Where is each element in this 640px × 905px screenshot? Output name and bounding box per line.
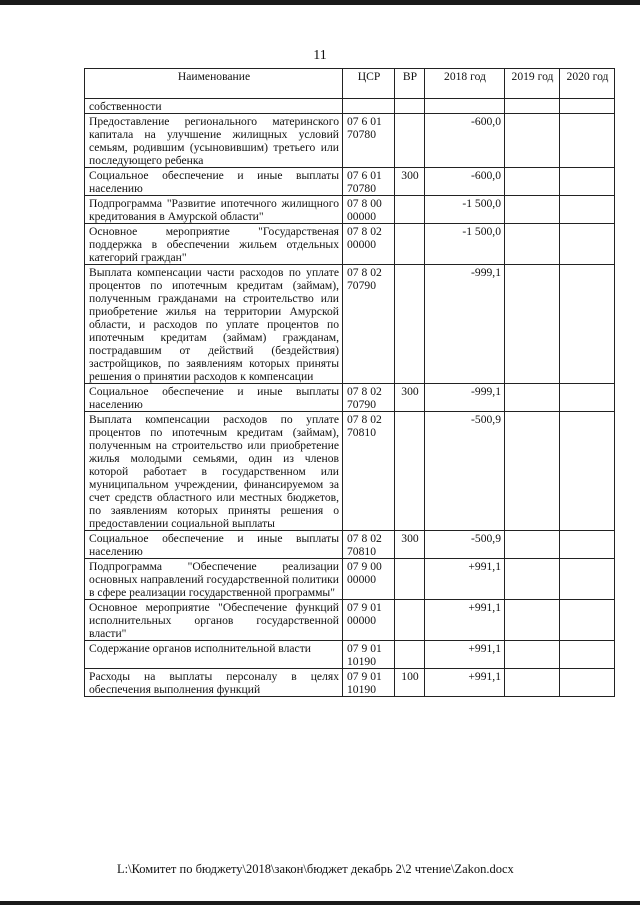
csr-cell: 07 8 02 00000 [343, 224, 395, 265]
amount-2018-cell: -600,0 [425, 114, 505, 168]
table-header-row [85, 69, 615, 99]
table-body [85, 99, 615, 697]
amount-2018-cell: +991,1 [425, 559, 505, 600]
table-row [85, 196, 615, 224]
amount-2020-cell [560, 114, 615, 168]
amount-2018-cell: -500,9 [425, 412, 505, 531]
table-row [85, 384, 615, 412]
table-row [85, 641, 615, 669]
amount-2020-cell [560, 196, 615, 224]
amount-2018-cell [425, 99, 505, 114]
vr-cell [395, 196, 425, 224]
name-cell: Расходы на выплаты персоналу в целях обеспечения выполнения функций [85, 669, 343, 697]
table-row [85, 531, 615, 559]
table-row [85, 168, 615, 196]
amount-2019-cell [505, 600, 560, 641]
amount-2018-cell: -600,0 [425, 168, 505, 196]
amount-2018-cell: -1 500,0 [425, 224, 505, 265]
amount-2019-cell [505, 412, 560, 531]
name-cell: собственности [85, 99, 343, 114]
amount-2020-cell [560, 669, 615, 697]
table-row [85, 114, 615, 168]
amount-2019-cell [505, 531, 560, 559]
name-cell: Социальное обеспечение и иные выплаты населению [85, 168, 343, 196]
name-cell: Подпрограмма "Развитие ипотечного жилищного кредитования в Амурской области" [85, 196, 343, 224]
csr-cell: 07 8 02 70790 [343, 384, 395, 412]
scan-top-edge [0, 0, 640, 5]
amount-2019-cell [505, 196, 560, 224]
vr-cell [395, 641, 425, 669]
table-row [85, 669, 615, 697]
table-row [85, 600, 615, 641]
vr-cell [395, 600, 425, 641]
header-2018: 2018 год [425, 69, 505, 99]
amount-2019-cell [505, 384, 560, 412]
vr-cell [395, 114, 425, 168]
amount-2019-cell [505, 168, 560, 196]
amount-2020-cell [560, 168, 615, 196]
amount-2019-cell [505, 224, 560, 265]
vr-cell [395, 412, 425, 531]
table-row [85, 559, 615, 600]
vr-cell: 300 [395, 168, 425, 196]
table-row [85, 99, 615, 114]
amount-2019-cell [505, 559, 560, 600]
amount-2020-cell [560, 99, 615, 114]
name-cell: Выплата компенсации расходов по уплате процентов по ипотечным кредитам (займам), полученным на строительство или приобретение жилья молодыми семьями, один из членов которой работает в государственном или муниципальном учреждении, финансируемом за счет средств областного или местных бюджетов, по заявлениям которых приняты решения о предоставлении социальной выплаты [85, 412, 343, 531]
amount-2020-cell [560, 265, 615, 384]
amount-2020-cell [560, 384, 615, 412]
name-cell: Основное мероприятие "Обеспечение функций исполнительных органов государственной власти" [85, 600, 343, 641]
amount-2018-cell: -1 500,0 [425, 196, 505, 224]
page-number: 11 [313, 48, 327, 63]
table-row [85, 224, 615, 265]
header-2019: 2019 год [505, 69, 560, 99]
csr-cell: 07 8 00 00000 [343, 196, 395, 224]
amount-2020-cell [560, 531, 615, 559]
header-csr: ЦСР [343, 69, 395, 99]
name-cell: Социальное обеспечение и иные выплаты населению [85, 384, 343, 412]
budget-table [84, 68, 615, 697]
csr-cell: 07 6 01 70780 [343, 114, 395, 168]
csr-cell: 07 8 02 70810 [343, 412, 395, 531]
name-cell: Социальное обеспечение и иные выплаты населению [85, 531, 343, 559]
csr-cell: 07 8 02 70810 [343, 531, 395, 559]
name-cell: Подпрограмма "Обеспечение реализации основных направлений государственной политики в сфере реализации государственной программы" [85, 559, 343, 600]
amount-2018-cell: -999,1 [425, 384, 505, 412]
csr-cell [343, 99, 395, 114]
amount-2020-cell [560, 412, 615, 531]
vr-cell: 100 [395, 669, 425, 697]
vr-cell: 300 [395, 384, 425, 412]
csr-cell: 07 6 01 70780 [343, 168, 395, 196]
name-cell: Выплата компенсации части расходов по уплате процентов по ипотечным кредитам (займам), полученным гражданами на строительство или приобретение жилья на территории Амурской области, и расходов по уплате процентов по ипотечным кредитам (займам) гражданам, пострадавшим от действий (бездействия) застройщиков, по заявлениям которых приняты решения о принятии расходов к компенсации [85, 265, 343, 384]
name-cell: Содержание органов исполнительной власти [85, 641, 343, 669]
scan-bottom-edge [0, 901, 640, 905]
name-cell: Основное мероприятие "Государственая поддержка в обеспечении жильем отдельных категорий граждан" [85, 224, 343, 265]
header-2020: 2020 год [560, 69, 615, 99]
amount-2018-cell: -500,9 [425, 531, 505, 559]
csr-cell: 07 8 02 70790 [343, 265, 395, 384]
amount-2018-cell: +991,1 [425, 641, 505, 669]
table-row [85, 265, 615, 384]
table-row [85, 412, 615, 531]
amount-2019-cell [505, 641, 560, 669]
vr-cell [395, 559, 425, 600]
amount-2020-cell [560, 224, 615, 265]
csr-cell: 07 9 01 10190 [343, 669, 395, 697]
amount-2020-cell [560, 559, 615, 600]
amount-2020-cell [560, 641, 615, 669]
header-name: Наименование [85, 69, 343, 99]
csr-cell: 07 9 00 00000 [343, 559, 395, 600]
amount-2019-cell [505, 669, 560, 697]
amount-2020-cell [560, 600, 615, 641]
csr-cell: 07 9 01 10190 [343, 641, 395, 669]
vr-cell [395, 265, 425, 384]
csr-cell: 07 9 01 00000 [343, 600, 395, 641]
name-cell: Предоставление регионального материнского капитала на улучшение жилищных условий семьям, родившим (усыновившим) третьего или последующего ребенка [85, 114, 343, 168]
amount-2018-cell: +991,1 [425, 600, 505, 641]
amount-2018-cell: +991,1 [425, 669, 505, 697]
amount-2019-cell [505, 265, 560, 384]
file-path-footer: L:\Комитет по бюджету\2018\закон\бюджет декабрь 2\2 чтение\Zakon.docx [117, 862, 514, 876]
vr-cell: 300 [395, 531, 425, 559]
amount-2018-cell: -999,1 [425, 265, 505, 384]
header-vr: ВР [395, 69, 425, 99]
vr-cell [395, 99, 425, 114]
amount-2019-cell [505, 114, 560, 168]
amount-2019-cell [505, 99, 560, 114]
vr-cell [395, 224, 425, 265]
